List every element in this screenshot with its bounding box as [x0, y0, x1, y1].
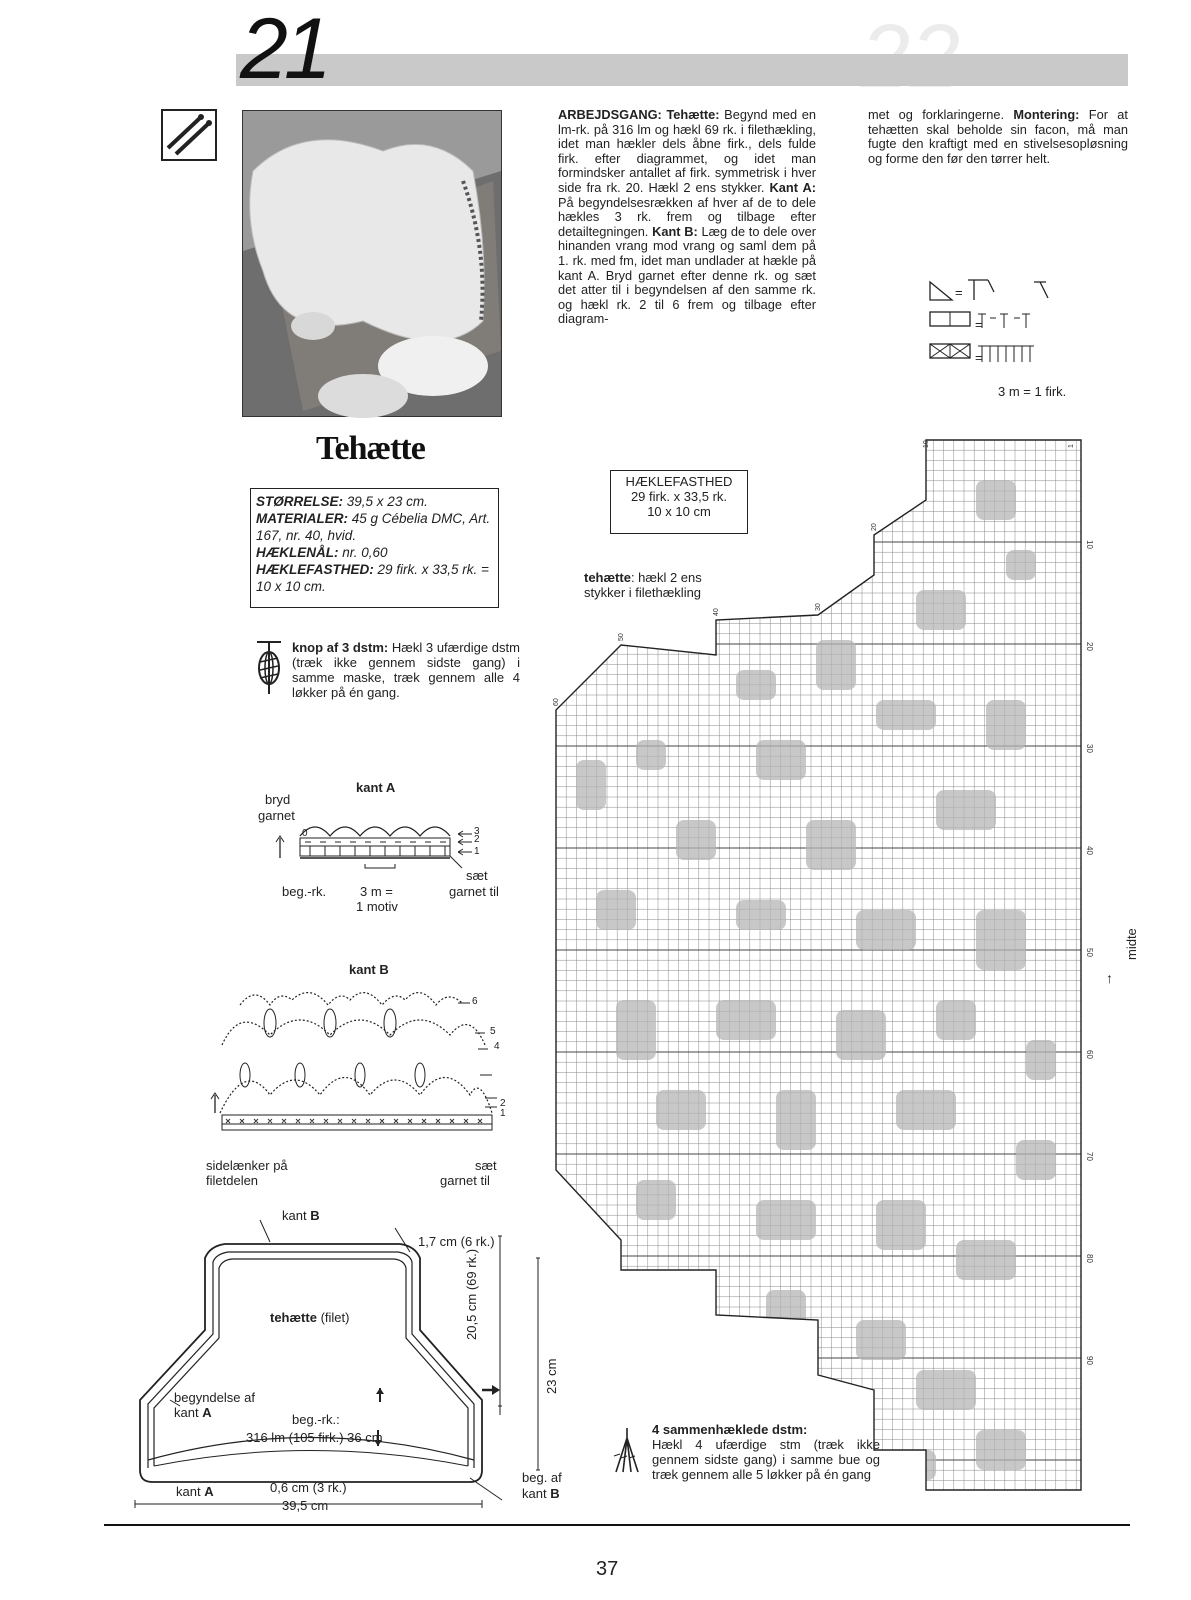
shape-beg-b-letter: B	[550, 1486, 560, 1501]
instructions-text-2: På begyndelsesrækken af hver af de to dele hækles 3 rk. frem og tilbage efter detailtegningen.	[558, 194, 816, 239]
kant-b-row6: 6	[472, 996, 478, 1007]
shape-filet: tehætte	[270, 1310, 317, 1325]
chart-column-number: 20	[871, 523, 878, 531]
kant-b-saet-2: garnet til	[440, 1173, 490, 1188]
shape-beg-b-label	[522, 1486, 560, 1501]
kant-b-saet: sæt	[475, 1158, 497, 1173]
chart-row-number: 90	[1085, 1356, 1094, 1365]
chart-column-number: 1	[1068, 444, 1075, 448]
hook-label: HÆKLENÅL:	[256, 545, 339, 560]
size-value: 39,5 x 23 cm.	[346, 494, 428, 509]
kant-a-saet: sæt	[466, 868, 488, 883]
chart-column-number: 10	[923, 440, 930, 448]
knop-symbol-icon	[254, 638, 284, 698]
kant-a-beg-rk: beg.-rk.	[282, 884, 327, 899]
shape-filet-label	[270, 1310, 349, 1325]
legend-equals-2: =	[975, 317, 983, 332]
kant-b-side-1: sidelænker på	[206, 1158, 288, 1173]
size-label: STØRRELSE:	[256, 494, 344, 509]
shape-beg-a-2: kant	[174, 1405, 199, 1420]
shape-beg-a-1: begyndelse af	[174, 1390, 255, 1405]
shape-rows-a: 0,6 cm (3 rk.)	[270, 1480, 347, 1495]
shape-beg-a-letter: A	[202, 1405, 212, 1420]
shape-diagram	[130, 1210, 570, 1510]
knop-text: Hækl 3 ufærdige dstm (træk ikke gennem sidste gang) i samme maske, træk gennem alle 4 løkker på én gang.	[292, 640, 520, 700]
chart-row-number: 70	[1085, 1152, 1094, 1161]
kant-a-motif-2: 1 motiv	[356, 899, 398, 914]
shape-beg-rk-1: beg.-rk.:	[292, 1412, 340, 1427]
sammen-symbol-icon	[612, 1426, 642, 1476]
kant-b-title: kant B	[349, 962, 389, 977]
sammen-text: Hækl 4 ufærdige stm (træk ikke gennem sidste gang) i samme bue og træk gennem alle 5 løkker på én gang	[652, 1437, 880, 1482]
shape-kant-b: kant	[282, 1208, 307, 1223]
gauge-line-3: 10 x 10 cm	[647, 504, 711, 519]
shape-height-2: 23 cm	[544, 1358, 559, 1394]
instructions-heading-3: Kant B:	[652, 223, 698, 239]
kant-a-row3: 3	[474, 826, 480, 837]
gauge-value: 29 firk. x 33,5 rk. = 10 x 10 cm.	[256, 562, 489, 594]
shape-beg-rk-2: 316 lm (105 firk.) 36 cm	[246, 1430, 383, 1445]
kant-b-row1: 1	[500, 1108, 506, 1119]
kant-a-title: kant A	[356, 780, 396, 795]
chart-row-number: 60	[1085, 1050, 1094, 1059]
shape-width-top: 1,7 cm (6 rk.)	[418, 1234, 495, 1249]
instructions-col3-heading: Montering:	[1013, 107, 1080, 122]
kant-a-motif-1: 3 m =	[360, 884, 393, 899]
shape-beg-b-2: kant	[522, 1486, 547, 1501]
materials-label: MATERIALER:	[256, 511, 348, 526]
sammen-label: 4 sammenhæklede dstm:	[652, 1422, 808, 1437]
kant-a-row1: 1	[474, 846, 480, 857]
kant-b-row5: 5	[490, 1026, 496, 1037]
filet-chart	[553, 440, 1116, 1520]
legend-equals-3: =	[975, 350, 983, 365]
instructions-column-2	[558, 108, 816, 327]
instructions-col3-text-2: For at tehætten skal beholde sin facon, må man fugte den kraftigt med en stivelsesopløsning og forme den før den tørrer helt.	[868, 107, 1128, 166]
kant-a-garnet: garnet	[258, 808, 295, 823]
chart-row-number: 50	[1085, 948, 1094, 957]
knop-description	[292, 640, 520, 700]
instructions-text-1: Begynd med en lm-rk. på 316 lm og hækl 69 rk. i filethækling, idet man hækler dels åbne firk., dels fulde firk. efter diagrammet, og idet man formindsker antallet af firk. symmetrisk i hver side fra rk. 20. Hækl 2 ens stykker.	[558, 107, 816, 195]
hook-value: nr. 0,60	[342, 545, 388, 560]
instructions-column-3	[868, 108, 1128, 166]
chart-midte-label: midte	[1124, 928, 1139, 960]
page-number: 37	[596, 1558, 619, 1580]
legend-equals-1: =	[955, 285, 963, 300]
kant-b-row2: 2	[500, 1098, 506, 1109]
kant-b-row4: 4	[494, 1041, 500, 1052]
instructions-heading-1: ARBEJDSGANG: Tehætte:	[558, 107, 720, 122]
product-photo	[242, 110, 502, 417]
shape-kant-a: kant	[176, 1484, 201, 1499]
kant-a-row0: 0	[302, 828, 308, 839]
specifications-box	[250, 488, 499, 608]
footer-rule	[104, 1524, 1130, 1526]
kant-a-saet-2: garnet til	[449, 884, 499, 899]
stitch-legend	[928, 278, 1068, 368]
shape-kant-b-label	[282, 1208, 320, 1223]
crochet-hook-icon	[160, 108, 220, 164]
chart-column-number: 60	[553, 698, 560, 706]
chart-row-number: 80	[1085, 1254, 1094, 1263]
legend-footnote: 3 m = 1 firk.	[998, 384, 1067, 399]
chart-column-number: 50	[618, 633, 625, 641]
chart-row-number: 10	[1085, 540, 1094, 549]
midte-arrow-icon: ↑	[1106, 970, 1113, 986]
shape-kant-a-letter: A	[204, 1484, 214, 1499]
shape-beg-b-1: beg. af	[522, 1470, 562, 1485]
shape-height-1: 20,5 cm (69 rk.)	[464, 1248, 479, 1340]
chart-column-number: 30	[815, 603, 822, 611]
instructions-heading-2: Kant A:	[769, 179, 816, 195]
knop-label: knop af 3 dstm:	[292, 640, 389, 655]
chart-caption-text: : hækl 2 ens stykker i filethækling	[584, 570, 702, 600]
materials-value: 45 g Cébelia DMC, Art. 167, nr. 40, hvid.	[256, 511, 491, 543]
header-band	[236, 54, 1128, 86]
gauge-line-1: HÆKLEFASTHED	[625, 474, 733, 489]
kant-b-side-2: filetdelen	[206, 1173, 259, 1188]
instructions-col3-text-1: met og forklaringerne.	[868, 107, 1005, 122]
kant-b-diagram	[200, 985, 520, 1135]
chart-column-number: 40	[713, 608, 720, 616]
chart-row-number: 20	[1085, 642, 1094, 651]
kant-a-bryd: bryd	[265, 792, 291, 807]
page-title: Tehætte	[316, 430, 425, 467]
shape-kant-a-label	[176, 1484, 214, 1499]
gauge-label: HÆKLEFASTHED:	[256, 562, 374, 577]
kant-a-row2: 2	[474, 834, 480, 845]
chart-caption-bold: tehætte	[584, 570, 631, 585]
shape-filet-paren: (filet)	[320, 1310, 350, 1325]
tea-cosy-photo	[243, 111, 501, 416]
pattern-number: 21	[240, 1, 328, 97]
instructions-text-3: Læg de to dele over hinanden vrang mod vrang og saml dem på 1. rk. med fm, idet man undlader at hækle på kant A. Bryd garnet efter denne rk. og sæt det atter til i begyndelsen af den samme rk. og hækl rk. 2 til 6 frem og tilbage efter diagram-	[558, 223, 817, 327]
chart-row-number: 40	[1085, 846, 1094, 855]
chart-row-number: 30	[1085, 744, 1094, 753]
shape-kant-b-letter: B	[310, 1208, 320, 1223]
gauge-line-2: 29 firk. x 33,5 rk.	[630, 489, 728, 504]
shape-beg-a-label	[174, 1405, 212, 1420]
sammen-description	[652, 1422, 880, 1482]
shape-width: 39,5 cm	[282, 1498, 329, 1513]
